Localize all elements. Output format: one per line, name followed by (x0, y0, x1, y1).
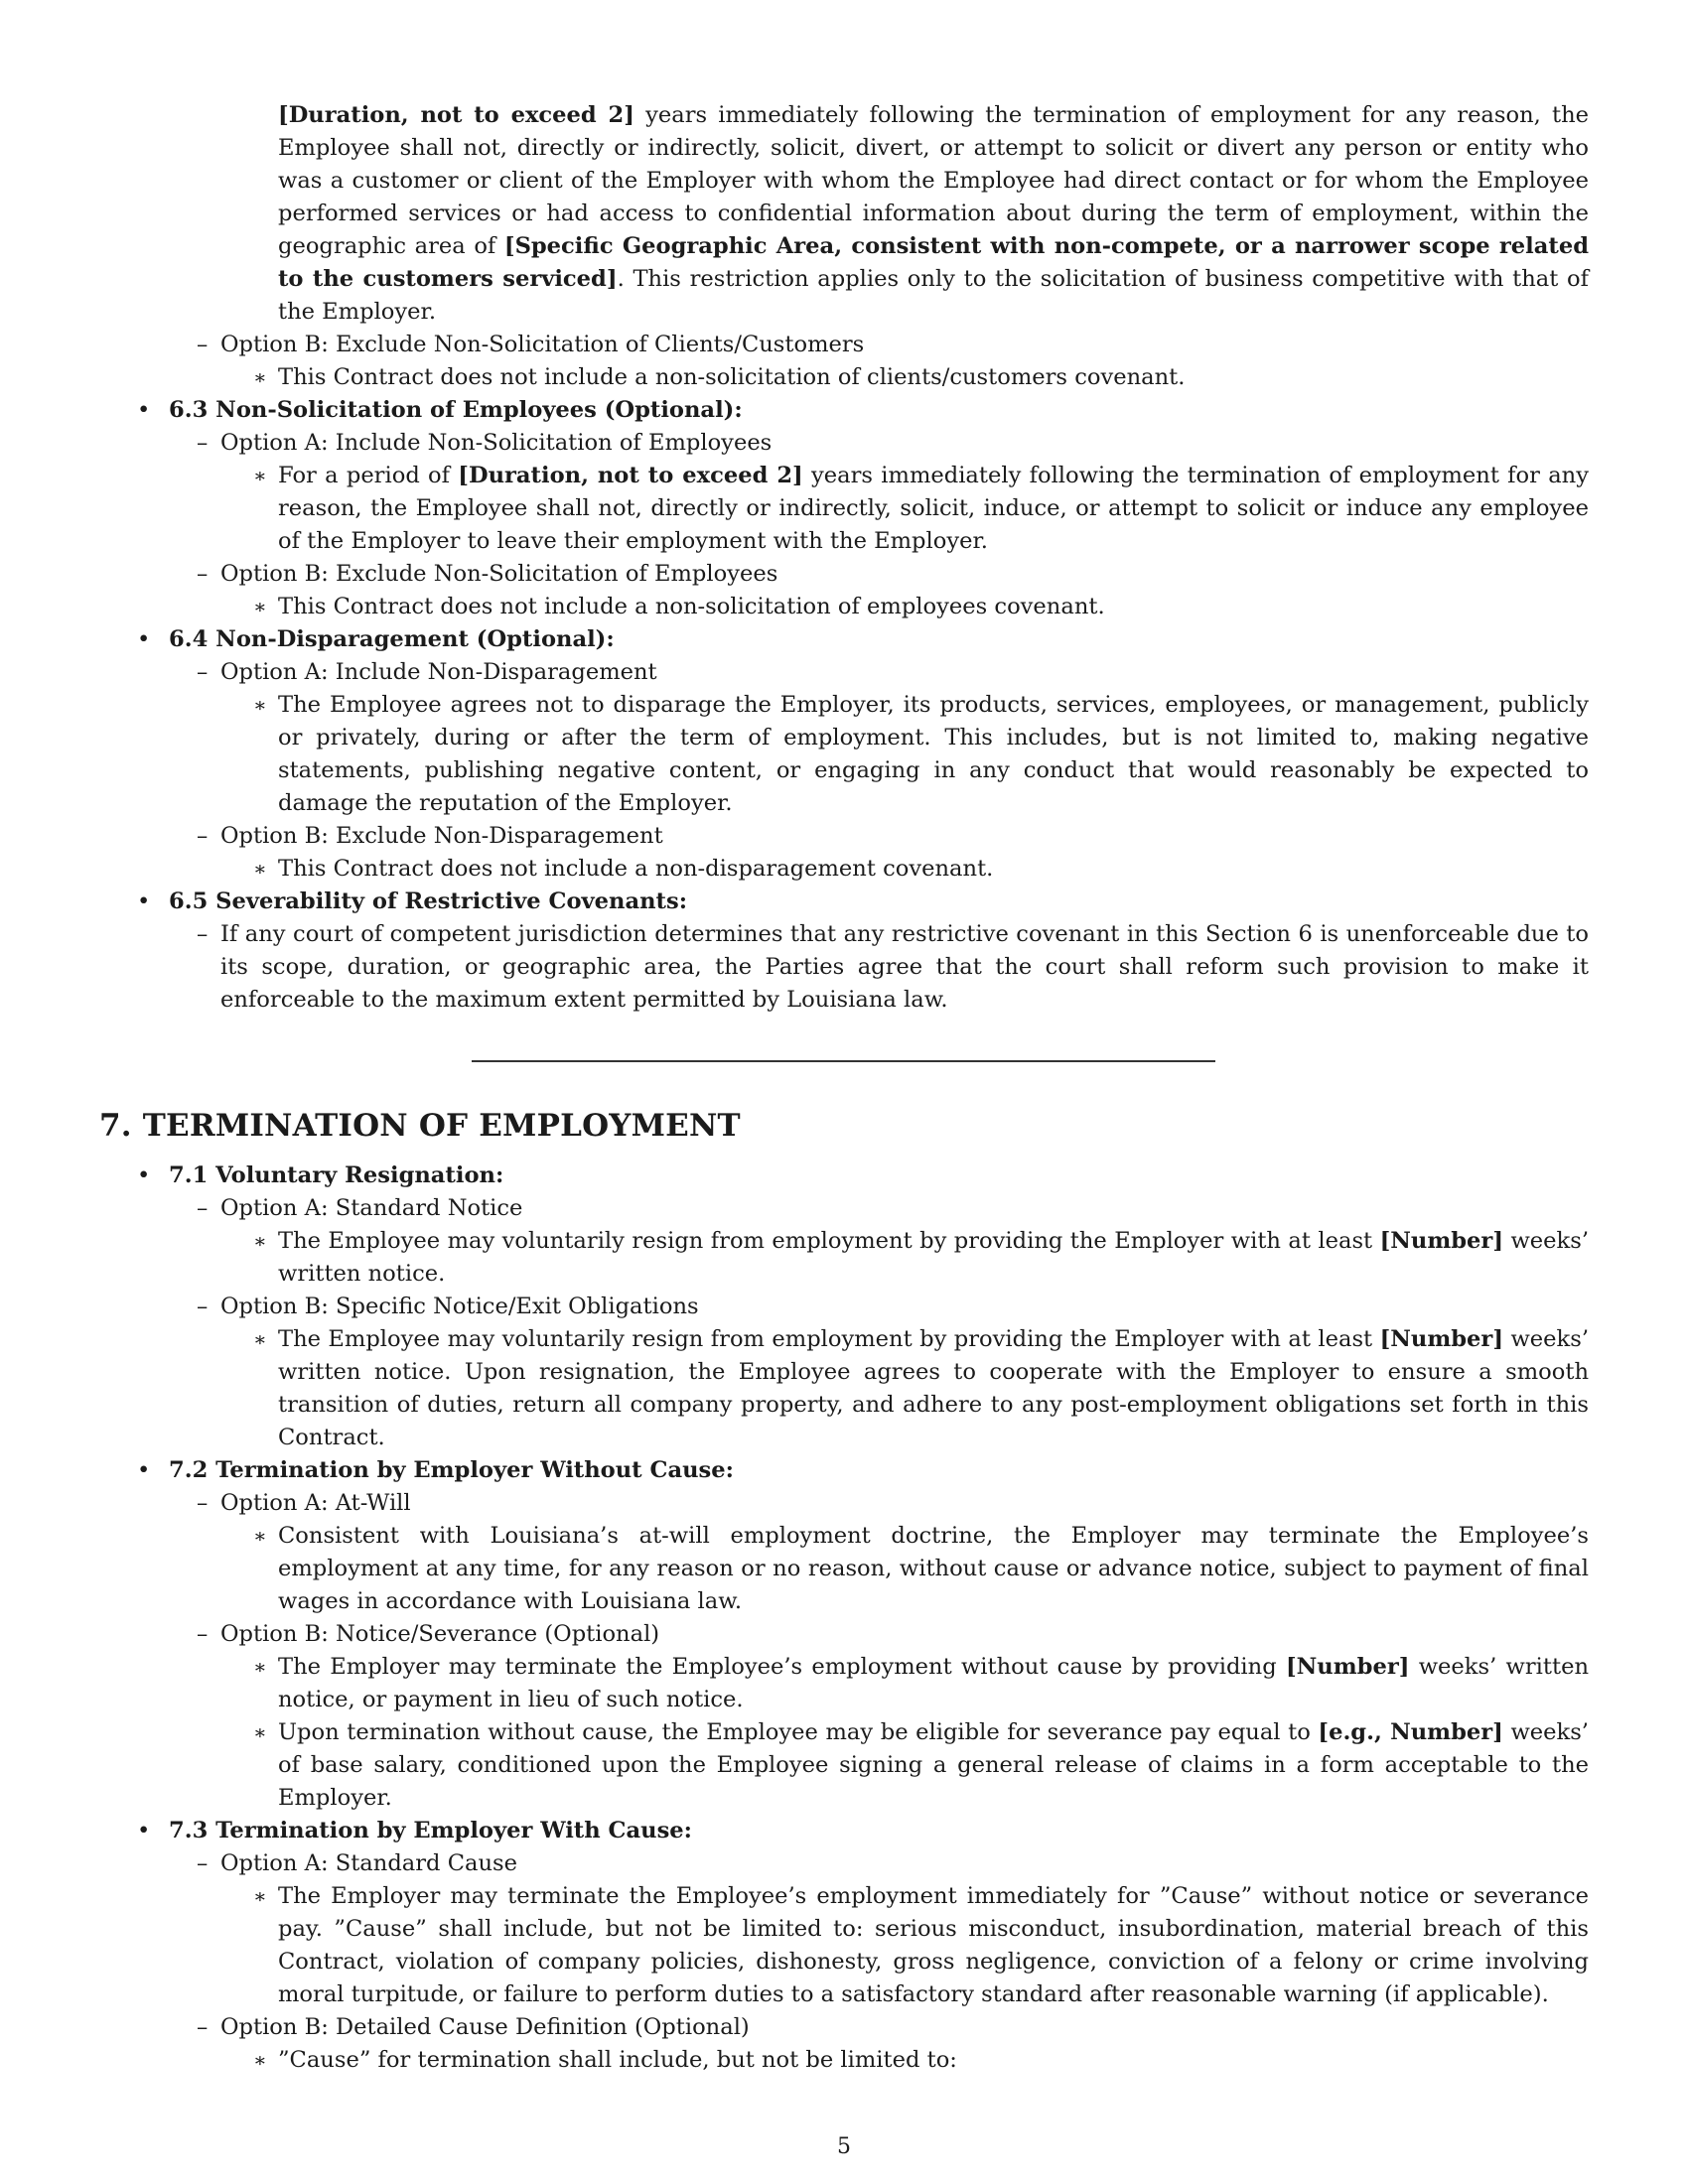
star-marker: ∗ (253, 1524, 267, 1548)
option-detail: ∗ This Contract does not include a non-solicitation of clients/customers covenant. (99, 361, 1589, 394)
option-detail: ∗ This Contract does not include a non-solicitation of employees covenant. (99, 591, 1589, 623)
option-detail: ∗ The Employer may terminate the Employee’s employment immediately for ”Cause” without notice or severance pay. ”Cause” shall include, but not be limited to: serious misconduct, insubordination, material breach of this Contract, violation of company policies, dishonesty, gross negligence, conviction of a felony or crime involving moral turpitude, or failure to perform duties to a satisfactory standard after reasonable warning (if applicable). (99, 1880, 1589, 2011)
dash-marker: – (197, 823, 209, 849)
option-detail: ∗ ”Cause” for termination shall include, but not be limited to: (99, 2044, 1589, 2077)
option-item: – Option B: Specific Notice/Exit Obligations (99, 1291, 1589, 1323)
bullet-marker: • (137, 626, 151, 652)
section-6-3-heading: • 6.3 Non-Solicitation of Employees (Optional): (99, 394, 1589, 427)
dash-marker: – (197, 1195, 209, 1221)
option-detail: ∗ For a period of [Duration, not to exceed 2] years immediately following the termination of employment for any reason, the Employee shall not, directly or indirectly, solicit, induce, or attempt to solicit or induce any employee of the Employer to leave their employment with the Employer. (99, 460, 1589, 558)
option-item: – Option A: At-Will (99, 1487, 1589, 1520)
section-7-3-heading: • 7.3 Termination by Employer With Cause: (99, 1815, 1589, 1847)
star-marker: ∗ (253, 1229, 267, 1253)
bullet-marker: • (137, 888, 151, 914)
option-detail: ∗ This Contract does not include a non-disparagement covenant. (99, 853, 1589, 886)
bullet-marker: • (137, 1457, 151, 1483)
star-marker: ∗ (253, 1720, 267, 1744)
section-7-body (99, 1160, 1589, 2077)
section-6-continuation (99, 99, 1589, 1017)
dash-marker: – (197, 659, 209, 685)
bullet-marker: • (137, 1162, 151, 1188)
section-7-2-heading: • 7.2 Termination by Employer Without Cause: (99, 1454, 1589, 1487)
dash-marker: – (197, 1294, 209, 1319)
dash-marker: – (197, 1490, 209, 1516)
dash-marker: – (197, 332, 209, 357)
section-6-4-heading: • 6.4 Non-Disparagement (Optional): (99, 623, 1589, 656)
star-marker: ∗ (253, 693, 267, 717)
star-marker: ∗ (253, 1327, 267, 1351)
option-item: – Option B: Exclude Non-Solicitation of Employees (99, 558, 1589, 591)
section-divider (472, 1060, 1215, 1062)
non-solicit-clients-optA-text: [Duration, not to exceed 2] years immediately following the termination of employment for any reason, the Employee shall not, directly or indirectly, solicit, divert, or attempt to solicit or divert any person or entity who was a customer or client of the Employer with whom the Employee had direct contact or for whom the Employee performed services or had access to confidential information about during the term of employment, within the geographic area of [Specific Geographic Area, consistent with non-compete, or a narrower scope related to the customers serviced]. This restriction applies only to the solicitation of business competitive with that of the Employer. (278, 102, 1589, 325)
duration-placeholder: [Duration, not to exceed 2] (278, 102, 634, 128)
option-item: – Option B: Detailed Cause Definition (Optional) (99, 2011, 1589, 2044)
bullet-marker: • (137, 397, 151, 423)
dash-marker: – (197, 1850, 209, 1876)
dash-marker: – (197, 1621, 209, 1647)
star-marker: ∗ (253, 595, 267, 618)
severability-text: – If any court of competent jurisdiction determines that any restrictive covenant in this Section 6 is unenforceable due to its scope, duration, or geographic area, the Parties agree that the court shall reform such provision to make it enforceable to the maximum extent permitted by Louisiana law. (99, 918, 1589, 1017)
option-detail: ∗ Consistent with Louisiana’s at-will employment doctrine, the Employer may terminate the Employee’s employment at any time, for any reason or no reason, without cause or advance notice, subject to payment of final wages in accordance with Louisiana law. (99, 1520, 1589, 1618)
star-marker: ∗ (253, 464, 267, 487)
geographic-area-placeholder: [Specific Geographic Area, consistent with non-compete, or a narrower scope related to the customers serviced] (278, 233, 1589, 292)
star-marker: ∗ (253, 365, 267, 389)
option-item: – Option A: Standard Notice (99, 1192, 1589, 1225)
option-item: – Option A: Include Non-Solicitation of Employees (99, 427, 1589, 460)
option-item: – Option B: Exclude Non-Solicitation of Clients/Customers (99, 329, 1589, 361)
option-detail: ∗ The Employee agrees not to disparage the Employer, its products, services, employees, or management, publicly or privately, during or after the term of employment. This includes, but is not limited to, making negative statements, publishing negative content, or engaging in any conduct that would reasonably be expected to damage the reputation of the Employer. (99, 689, 1589, 820)
section-7-title: 7. TERMINATION OF EMPLOYMENT (99, 1108, 741, 1144)
option-detail: ∗ The Employer may terminate the Employee’s employment without cause by providing [Number] weeks’ written notice, or payment in lieu of such notice. (99, 1651, 1589, 1716)
dash-marker: – (197, 430, 209, 456)
section-6-5-heading: • 6.5 Severability of Restrictive Covenants: (99, 886, 1589, 918)
option-item: – Option A: Include Non-Disparagement (99, 656, 1589, 689)
option-detail: ∗ The Employee may voluntarily resign from employment by providing the Employer with at least [Number] weeks’ written notice. (99, 1225, 1589, 1291)
dash-marker: – (197, 2014, 209, 2040)
star-marker: ∗ (253, 2048, 267, 2072)
option-item: – Option B: Exclude Non-Disparagement (99, 820, 1589, 853)
option-detail: ∗ Upon termination without cause, the Employee may be eligible for severance pay equal to [e.g., Number] weeks’ of base salary, conditioned upon the Employee signing a general release of claims in a form acceptable to the Employer. (99, 1716, 1589, 1815)
star-marker: ∗ (253, 857, 267, 881)
dash-marker: – (197, 561, 209, 587)
bullet-marker: • (137, 1818, 151, 1843)
section-7-1-heading: • 7.1 Voluntary Resignation: (99, 1160, 1589, 1192)
star-marker: ∗ (253, 1884, 267, 1908)
page-number: 5 (837, 2134, 851, 2159)
star-marker: ∗ (253, 1655, 267, 1679)
option-detail: ∗ The Employee may voluntarily resign from employment by providing the Employer with at least [Number] weeks’ written notice. Upon resignation, the Employee agrees to cooperate with the Employer to ensure a smooth transition of duties, return all company property, and adhere to any post-employment obligations set forth in this Contract. (99, 1323, 1589, 1454)
dash-marker: – (197, 921, 209, 947)
option-item: – Option B: Notice/Severance (Optional) (99, 1618, 1589, 1651)
option-item: – Option A: Standard Cause (99, 1847, 1589, 1880)
